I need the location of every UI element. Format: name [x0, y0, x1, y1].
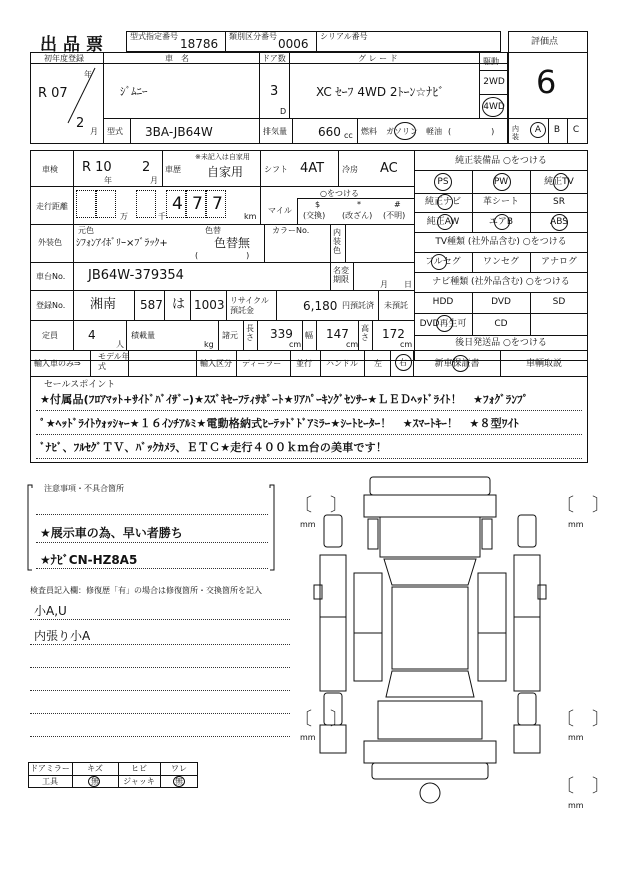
history-label: 車歴	[165, 165, 181, 174]
door-label: ドア数	[262, 54, 286, 63]
interior-label: 内装	[512, 125, 519, 141]
height: 172	[382, 327, 405, 341]
equip-leather: 革シート	[482, 197, 519, 207]
navi-dvd-play: DVD再生可	[419, 319, 467, 329]
load-label: 積載量	[131, 331, 155, 340]
mileage-digit-2: 7	[192, 194, 203, 214]
drive-2wd: 2WD	[483, 77, 505, 87]
category-no: 0006	[278, 37, 309, 51]
orig-color: ｼﾌｫﾝｱｲﾎﾞﾘｰ×ﾌﾞﾗｯｸ+	[76, 238, 168, 249]
reg-area: 湘南	[90, 297, 117, 312]
tv-fullseg: フルセグ	[425, 257, 461, 267]
dims-label: 諸元	[222, 331, 238, 340]
fuel-label: 燃料	[361, 127, 377, 136]
handle-label: ハンドル	[326, 359, 358, 368]
interior-a: A	[534, 125, 542, 135]
equip-abs: ABS	[550, 217, 568, 227]
shift: 4AT	[300, 161, 325, 176]
fuel-light: 軽油	[426, 127, 442, 136]
inspection-label: 車検	[42, 165, 58, 174]
model-spec-label: 型式指定番号	[130, 32, 178, 41]
grade-label: グ レ ー ド	[358, 54, 398, 63]
equip-airbag: エアB	[488, 217, 514, 227]
displacement-label: 排気量	[263, 127, 287, 136]
interior-b: B	[553, 125, 561, 135]
navi-title: ナビ種類 (社外品含む) ○をつける	[432, 277, 570, 287]
navi-sd: SD	[552, 297, 566, 307]
name-change-label: 名変期限	[333, 266, 349, 284]
page-title: 出品票	[40, 35, 109, 55]
first-reg-month: 2	[76, 116, 85, 131]
inspector-label: 検査員記入欄：修復歴「有」の場合は修復箇所・交換箇所を記入	[30, 586, 262, 595]
capacity-label: 定員	[42, 331, 58, 340]
score-label: 評価点	[531, 37, 559, 47]
navi-dvd: DVD	[491, 297, 511, 307]
equipment-title: 純正装備品 ○をつける	[455, 156, 547, 166]
recycle-label: リサイクル預託金	[230, 296, 269, 315]
sales-line-2: ﾟ★ﾍｯﾄﾞﾗｲﾄｳｫｯｼｬｰ★１６ｲﾝﾁｱﾙﾐ★電動格納式ﾋｰﾃｯﾄﾞﾄﾞｱﾐﾗｰ★ｼｰﾄﾋｰﾀｰ！ ★ｽﾏｰﾄｷｰ！ ★８型ﾜｲﾄ	[40, 417, 519, 430]
import-label: 輸入車のみ⇒	[34, 359, 81, 368]
grade: XC ｾｰﾌ 4WD 2ﾄｰﾝ☆ﾅﾋﾞ	[316, 85, 445, 99]
model-label: 型式	[107, 127, 123, 136]
sales-label: セールスポイント	[44, 380, 116, 390]
doors: 3	[270, 84, 279, 99]
equip-pw: PW	[493, 177, 509, 187]
width: 147	[326, 327, 349, 341]
inspector-line-1: 小A,U	[34, 604, 67, 618]
ac: AC	[380, 161, 398, 176]
inspection-year: R 10	[82, 160, 112, 175]
chassis-label: 車台No.	[36, 272, 66, 281]
mileage-digit-3: 7	[212, 194, 223, 214]
model-spec-no: 18786	[180, 37, 219, 51]
navi-cd: CD	[494, 319, 508, 329]
chassis: JB64W-379354	[88, 268, 184, 283]
later-warranty: 新車保証書	[434, 359, 480, 369]
reg-class: 587	[140, 298, 163, 312]
length: 339	[270, 327, 293, 341]
inspector-line-2: 内張り小A	[34, 629, 91, 643]
later-manual: 車輌取説	[525, 359, 562, 369]
later-title: 後日発送品 ○をつける	[455, 338, 547, 348]
capacity: 4	[88, 328, 96, 342]
interior-c: C	[572, 125, 580, 135]
reg-num: 1003	[194, 298, 225, 312]
serial-label: シリアル番号	[320, 32, 368, 41]
color-no-label: カラーNo.	[272, 226, 310, 235]
sales-line-1: ★付属品(ﾌﾛｱﾏｯﾄ+ｻｲﾄﾞﾊﾞｲｻﾞｰ)★ｽｽﾞｷｾｰﾌﾃｨｻﾎﾟｰﾄ★ﾘｱﾊﾟｰｷﾝｸﾞｾﾝｻｰ★ＬＥＤﾍｯﾄﾞﾗｲﾄ！ ★ﾌｫｸﾞﾗﾝﾌﾟ	[40, 393, 529, 406]
notes-line-1: ★展示車の為、早い者勝ち	[40, 526, 183, 540]
category-label: 類別区分番号	[229, 32, 277, 41]
drive-label: 駆動	[483, 57, 499, 66]
mileage-digit-1: 4	[172, 194, 183, 214]
recycle: 6,180	[303, 299, 338, 313]
import-type-label: 輸入区分	[200, 359, 232, 368]
first-reg-label: 初年度登録	[44, 54, 84, 63]
tv-oneseg: ワンセグ	[482, 257, 519, 267]
equip-aw: 純正AW	[426, 217, 460, 227]
equip-tv: 純正TV	[544, 177, 574, 187]
car-name-label: 車 名	[165, 54, 189, 63]
tv-title: TV種類 (社外品含む) ○をつける	[435, 237, 567, 247]
car-name: ｼﾞﾑﾆｰ	[120, 85, 148, 98]
equip-sr: SR	[553, 197, 565, 207]
sales-line-3: ﾞﾅﾋﾞ、ﾌﾙｾｸﾞＴＶ、ﾊﾞｯｸｶﾒﾗ、ＥＴＣ★走行４００ｋｍ台の美車です！	[40, 441, 388, 454]
reg-kana: は	[172, 297, 186, 312]
displacement: 660	[318, 125, 341, 139]
model: 3BA-JB64W	[145, 125, 213, 139]
color-change: 色替無	[214, 236, 251, 250]
first-reg-year: R 07	[38, 86, 68, 101]
mile-label: マイル	[268, 206, 292, 215]
interior-color-label: 内装色	[333, 228, 341, 255]
notes-label: 注意事項・不具合箇所	[44, 484, 124, 493]
fuel-gas: ガソリン	[386, 127, 418, 136]
notes-line-2: ★ﾅﾋﾞCN-HZ8A5	[40, 553, 138, 567]
shift-label: シフト	[264, 165, 288, 174]
score-value: 6	[536, 63, 557, 101]
navi-hdd: HDD	[432, 297, 454, 307]
drive-4wd: 4WD	[483, 102, 505, 112]
car-diagram	[300, 475, 560, 805]
tv-analog: アナログ	[540, 257, 577, 267]
exterior-label: 外装色	[38, 238, 62, 247]
ac-label: 冷房	[342, 165, 358, 174]
history: 自家用	[207, 165, 244, 179]
inspection-month: 2	[142, 160, 151, 175]
equip-navi: 純正ナビ	[424, 197, 461, 207]
mileage-label: 走行距離	[36, 202, 68, 211]
equip-ps: PS	[437, 177, 449, 187]
reg-label: 登録No.	[36, 301, 66, 310]
